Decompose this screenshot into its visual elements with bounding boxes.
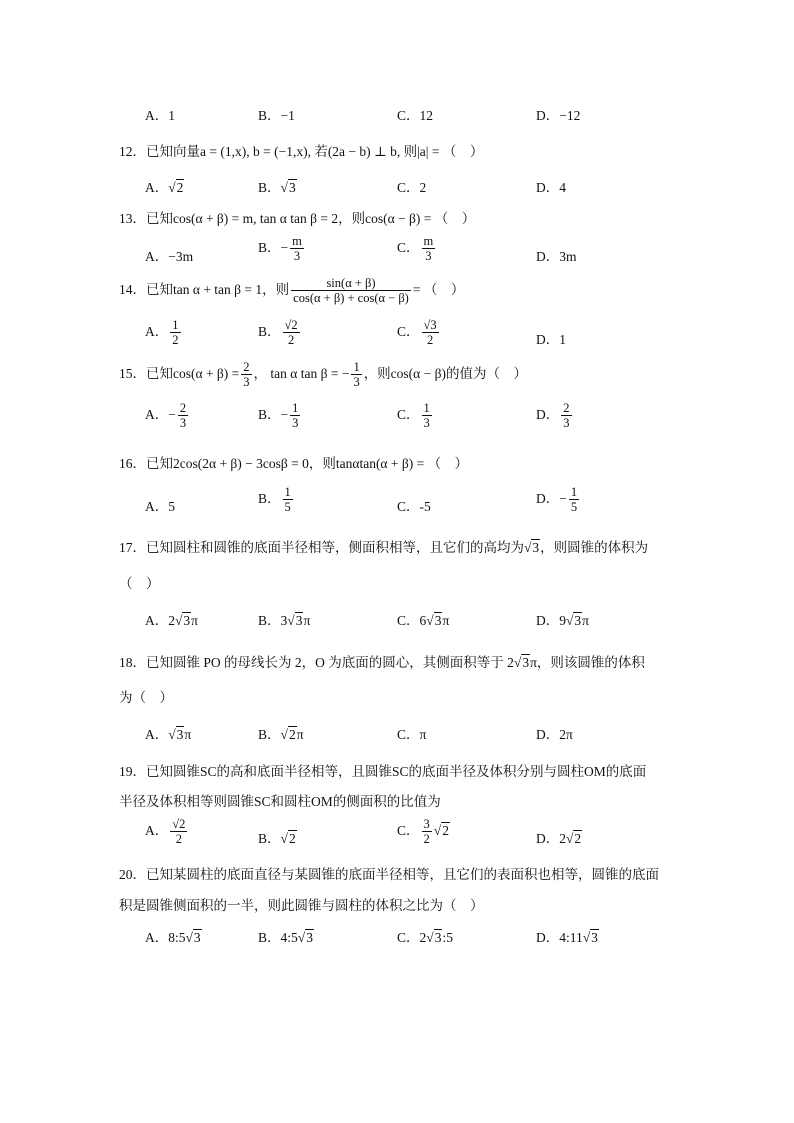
q12-option-c: C．2 — [397, 180, 427, 195]
q15-option-d: D． $\frac{2}{3}$ — [536, 401, 570, 431]
q16-option-b: B． $\frac{1}{5}$ — [258, 485, 291, 515]
q18-option-c: C．π — [397, 727, 427, 742]
q14-option-c: C． $\frac{√3}{2}$ — [397, 318, 437, 348]
q16-option-a: A．5 — [145, 499, 175, 514]
q14-stem: 14．已知tan α + tan β = 1，则 $\frac{\sin(\alpha + \beta)}{\cos(\alpha + \beta) + \cos(\alpha - \beta)}$ = （ ） — [119, 276, 465, 306]
q17-option-b: B．3√3π — [258, 613, 311, 628]
q17-stem-line2: （ ） — [119, 576, 160, 591]
q13-option-b: B．− $\frac{m}{3}$ — [258, 234, 302, 264]
q20-stem: 20．已知某圆柱的底面直径与某圆锥的底面半径相等，且它们的表面积也相等，圆锥的底面 — [119, 867, 659, 882]
q19-stem-line2: 半径及体积相等则圆锥SC和圆柱OM的侧面积的比值为 — [119, 794, 441, 809]
q12-stem: 12．已知向量a = (1,x), b = (−1,x), 若(2a − b) ⊥ b, 则|a| = （ ） — [119, 144, 484, 159]
q13-option-d: D．3m — [536, 249, 577, 264]
q16-option-c: C．-5 — [397, 499, 431, 514]
q11-option-b: B．−1 — [258, 108, 295, 123]
q18-option-d: D．2π — [536, 727, 573, 742]
q17-option-c: C．6√3π — [397, 613, 450, 628]
q18-stem-line2: 为（ ） — [119, 690, 173, 705]
q12-option-a: A．√2 — [145, 180, 184, 195]
q20-option-c: C．2√3:5 — [397, 930, 453, 945]
q19-option-b: B．√2 — [258, 831, 296, 846]
q20-option-a: A．8:5√3 — [145, 930, 201, 945]
q15-option-b: B．− $\frac{1}{3}$ — [258, 401, 299, 431]
q19-option-d: D．2√2 — [536, 831, 582, 846]
q18-stem: 18．已知圆锥 PO 的母线长为 2，O 为底面的圆心，其侧面积等于 2√3π，则该圆锥的体积 — [119, 655, 645, 670]
q17-stem: 17．已知圆柱和圆锥的底面半径相等，侧面积相等，且它们的高均为√3，则圆锥的体积为 — [119, 540, 649, 555]
q11-option-c: C．12 — [397, 108, 434, 123]
q16-stem: 16．已知2cos(2α + β) − 3cosβ = 0，则tanαtan(α + β) = （ ） — [119, 456, 469, 471]
q13-option-c: C． $\frac{m}{3}$ — [397, 234, 434, 264]
q20-option-d: D．4:11√3 — [536, 930, 598, 945]
q19-stem: 19．已知圆锥SC的高和底面半径相等，且圆锥SC的底面半径及体积分别与圆柱OM的底面 — [119, 764, 647, 779]
q20-stem-line2: 积是圆锥侧面积的一半，则此圆锥与圆柱的体积之比为（ ） — [119, 898, 484, 913]
q13-option-a: A．−3m — [145, 249, 194, 264]
q15-stem: 15．已知cos(α + β) = $\frac{2}{3}$ ， tan α tan β = − $\frac{1}{3}$ ，则cos(α − β)的值为（ ） — [119, 360, 527, 390]
q14-option-a: A． $\frac{1}{2}$ — [145, 318, 179, 348]
q16-option-d: D．− $\frac{1}{5}$ — [536, 485, 578, 515]
q12-option-b: B．√3 — [258, 180, 296, 195]
q13-stem: 13．已知cos(α + β) = m, tan α tan β = 2，则cos(α − β) = （ ） — [119, 211, 476, 226]
q17-option-a: A．2√3π — [145, 613, 198, 628]
q15-option-a: A．− $\frac{2}{3}$ — [145, 401, 187, 431]
q17-option-d: D．9√3π — [536, 613, 589, 628]
q11-option-d: D．−12 — [536, 108, 581, 123]
q12-option-d: D．4 — [536, 180, 566, 195]
q11-option-a: A．1 — [145, 108, 175, 123]
q20-option-b: B．4:5√3 — [258, 930, 313, 945]
q18-option-a: A．√3π — [145, 727, 192, 742]
q18-option-b: B．√2π — [258, 727, 304, 742]
q15-option-c: C． $\frac{1}{3}$ — [397, 401, 430, 431]
q19-option-c: C． $\frac{3}{2}$ √2 — [397, 817, 449, 847]
q14-option-b: B． $\frac{√2}{2}$ — [258, 318, 298, 348]
q19-option-a: A． $\frac{√2}{2}$ — [145, 817, 186, 847]
q14-option-d: D．1 — [536, 332, 566, 347]
